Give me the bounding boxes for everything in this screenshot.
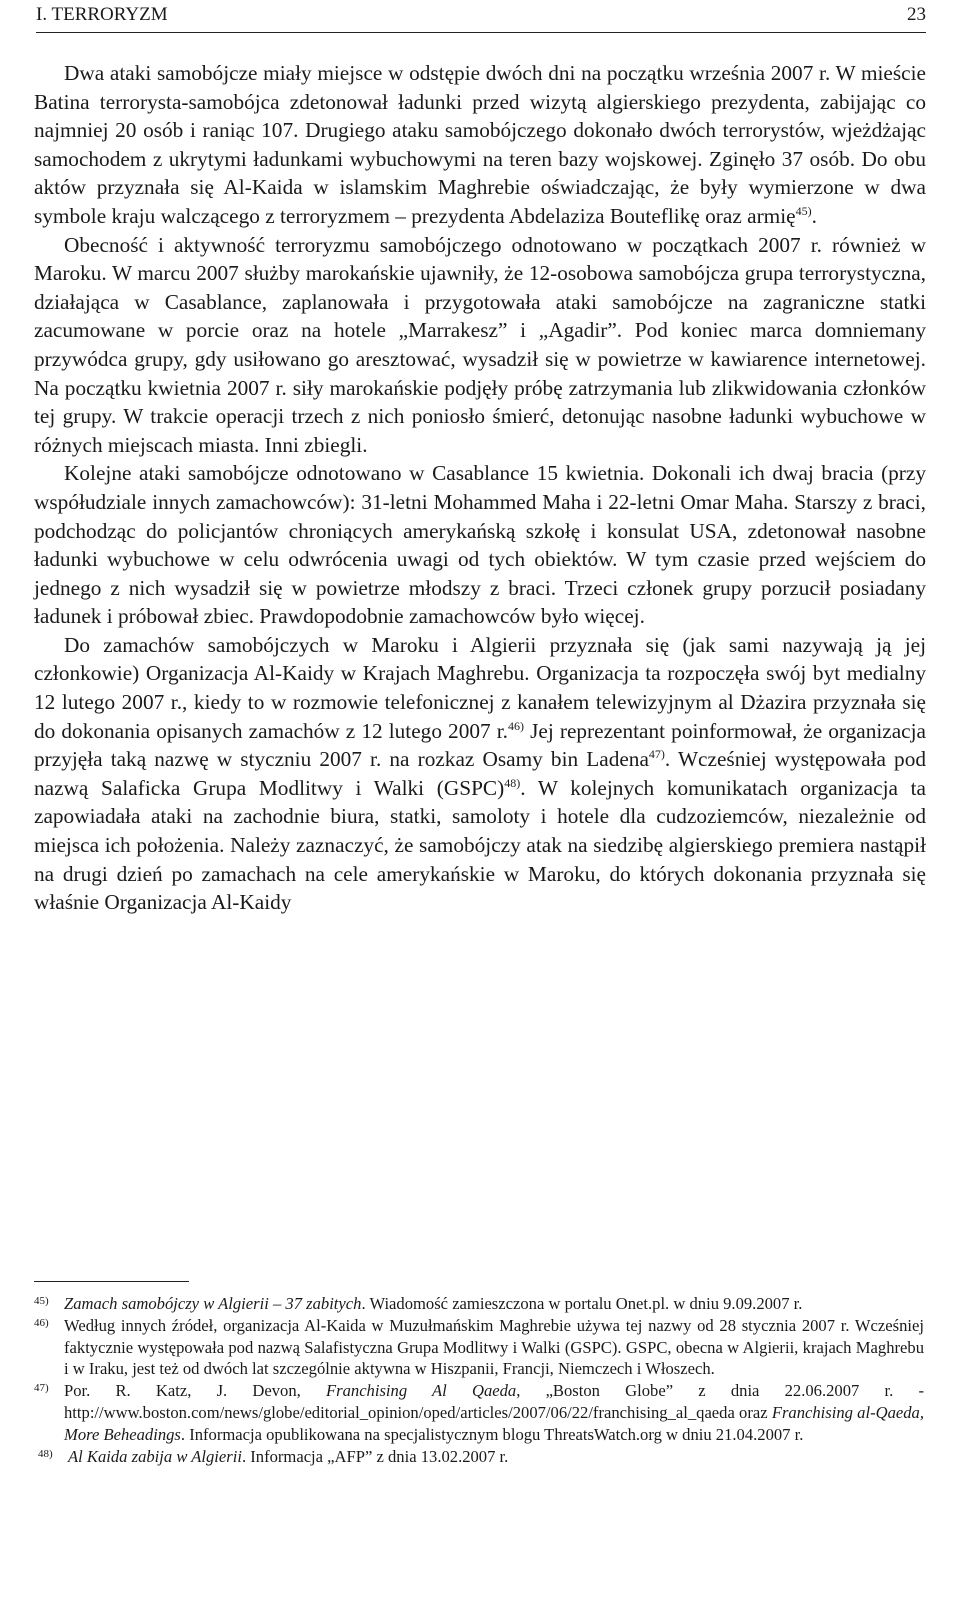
footnote-divider bbox=[34, 1281, 189, 1282]
footnote-47 bbox=[34, 1380, 924, 1445]
main-text bbox=[34, 59, 926, 917]
page-number: 23 bbox=[907, 4, 926, 25]
footnote-text: . Informacja „AFP” z dnia 13.02.2007 r. bbox=[241, 1446, 509, 1466]
chapter-title: I. TERRORYZM bbox=[36, 4, 168, 25]
paragraph-4-part-c: . Wcześniej występowała pod nazwą Salaficka Grupa Modlitwy i Walki (GSPC) bbox=[34, 747, 926, 800]
paragraph-2: Obecność i aktywność terroryzmu samobójczego odnotowano w początkach 2007 r. również w Maroku. W marcu 2007 służby marokańskie ujawniły, że 12-osobowa samobójcza grupa terrorystyczna, działająca w Casablance, zaplanowała i przygotowała ataki samobójcze na zagraniczne statki zacumowane w porcie oraz na hotele „Marrakesz” i „Agadir”. Pod koniec marca domniemany przywódca grupy, gdy usiłowano go aresztować, wysadził się w powietrze w kawiarence internetowej. Na początku kwietnia 2007 r. siły marokańskie podjęły próbę zatrzymania lub zlikwidowania członków tej grupy. W trakcie operacji trzech z nich poniosło śmierć, detonując nasobne ładunki wybuchowe w różnych miejscach miasta. Inni zbiegli. bbox=[34, 232, 926, 457]
footnote-title: Al Kaida zabija w Algierii bbox=[68, 1446, 242, 1466]
footnotes bbox=[34, 1293, 924, 1467]
footnote-ref-48: 48) bbox=[504, 775, 521, 790]
footnote-ref-46: 46) bbox=[508, 718, 524, 733]
footnote-number: 47) bbox=[34, 1382, 49, 1395]
footnote-45 bbox=[34, 1293, 924, 1315]
footnote-text-mid: , „Boston Globe” z dnia 22.06.2007 r. - http://www.boston.com/news/globe/editorial_opinion/oped/articles/2007/06/22/franchising_al_qaeda oraz bbox=[64, 1381, 924, 1422]
footnote-text-post: . Informacja opublikowana na specjalistycznym blogu ThreatsWatch.org w dniu 21.04.2007 r. bbox=[180, 1424, 804, 1444]
footnote-text: . Wiadomość zamieszczona w portalu Onet.pl. w dniu 9.09.2007 r. bbox=[361, 1294, 803, 1313]
paragraph-3: Kolejne ataki samobójcze odnotowano w Casablance 15 kwietnia. Dokonali ich dwaj bracia (przy współudziale innych zamachowców): 31-letni Mohammed Maha i 22-letni Omar Maha. Starszy z braci, podchodząc do policjantów chroniących amerykańską szkołę i konsulat USA, zdetonował nasobne ładunki wybuchowe w celu odwrócenia uwagi od tych obiektów. W tym czasie przed wejściem do jednego z nich wysadził się w powietrze młodszy z braci. Trzeci członek grupy porzucił posiadany ładunek i próbował zbiec. Prawdopodobnie zamachowców było więcej. bbox=[34, 461, 926, 629]
paragraph-4-part-d: . W kolejnych komunikatach organizacja ta zapowiadała ataki na zachodnie biura, statki, samoloty i hotele dla cudzoziemców, niezależnie od miejsca ich położenia. Należy zaznaczyć, że samobójczy atak na siedzibę algierskiego premiera nastąpił na drugi dzień po zamachach na cele amerykańskie w Maroku, do których dokonania przyznała się właśnie Organizacja Al-Kaidy bbox=[34, 775, 926, 915]
footnote-title: Zamach samobójczy w Algierii – 37 zabitych bbox=[64, 1294, 362, 1313]
paragraph-4 bbox=[34, 631, 926, 917]
footnote-ref-45: 45) bbox=[795, 203, 812, 218]
footnote-ref-47: 47) bbox=[648, 747, 665, 762]
paragraph-4-part-b: Jej reprezentant poinformował, że organizacja przyjęła taką nazwę w styczniu 2007 r. na rozkaz Osamy bin Ladena bbox=[34, 718, 926, 772]
paragraph-4-part-a: Do zamachów samobójczych w Maroku i Algierii przyznała się (jak sami nazywają ją jej członkowie) Organizacja Al-Kaidy w Krajach Maghrebu. Organizacja ta rozpoczęła swój byt medialny 12 lutego 2007 r., kiedy to w rozmowie telefonicznej z kanałem telewizyjnym al Dżazira przyznała się do dokonania opisanych zamachów z 12 lutego 2007 r. bbox=[34, 632, 926, 743]
footnote-46 bbox=[34, 1315, 924, 1380]
footnote-title-1: Franchising Al Qaeda bbox=[326, 1381, 517, 1401]
paragraph-1-end: . bbox=[811, 203, 817, 228]
paragraph-1-text: Dwa ataki samobójcze miały miejsce w odstępie dwóch dni na początku września 2007 r. W mieście Batina terrorysta-samobójca zdetonował ładunki przed wizytą algierskiego prezydenta, zabijając co najmniej 20 osób i raniąc 107. Drugiego ataku samobójczego dokonało dwóch terrorystów, wjeżdżając samochodem z ukrytymi ładunkami wybuchowymi na teren bazy wojskowej. Zginęło 37 osób. Do obu aktów przyznała się Al-Kaida w islamskim Maghrebie oświadczając, że były wymierzone w dwa symbole kraju walczącego z terroryzmem – prezydenta Abdelaziza Bouteflikę oraz armię bbox=[34, 61, 926, 228]
footnote-text-pre: Por. R. Katz, J. Devon, bbox=[64, 1381, 326, 1401]
footnote-title-2: Franchising al-Qaeda, More Beheadings bbox=[64, 1402, 924, 1444]
footnote-number: 45) bbox=[34, 1295, 49, 1307]
paragraph-1 bbox=[34, 59, 926, 231]
running-header bbox=[36, 4, 926, 33]
footnote-text: Według innych źródeł, organizacja Al-Kaida w Muzułmańskim Maghrebie używa tej nazwy od 28 stycznia 2007 r. Wcześniej faktycznie występowała pod nazwą Salafistyczna Grupa Modlitwy i Walki (GSPC). GSPC, obecna w Algierii, krajach Maghrebu i w Iraku, jest też od dwóch lat szczególnie aktywna w Hiszpanii, Francji, Niemczech i Włoszech. bbox=[64, 1315, 924, 1379]
footnote-48 bbox=[34, 1446, 924, 1468]
footnote-number: 48) bbox=[38, 1447, 53, 1460]
footnote-number: 46) bbox=[34, 1316, 49, 1329]
